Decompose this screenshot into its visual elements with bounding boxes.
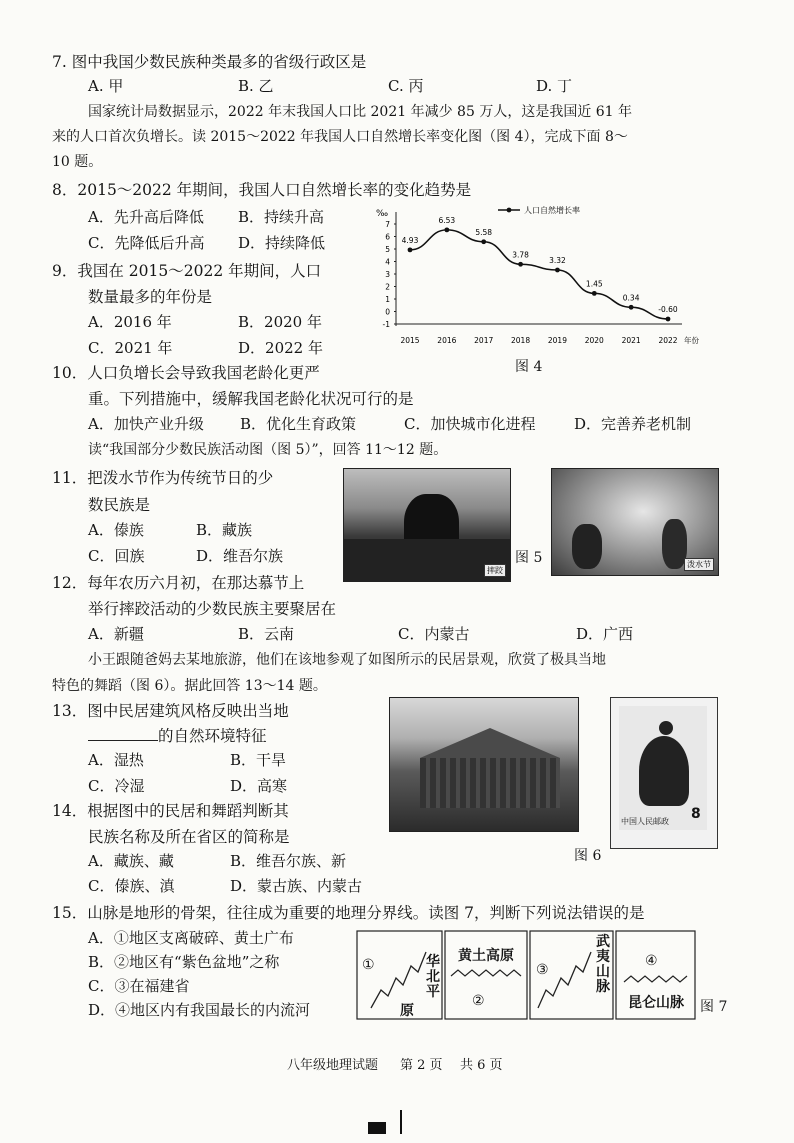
q12-option-c: C．内蒙古 [398,625,470,643]
q8-option-c: C．先降低后升高 [88,234,205,252]
intro2: 读“我国部分少数民族活动图（图 5）”，回答 11～12 题。 [88,442,448,458]
fig7-num-2: ② [472,993,485,1009]
x-tick-label: 2016 [437,336,457,345]
q15-option-b: B．②地区有“紫色盆地”之称 [88,953,280,971]
data-point [629,305,634,310]
mountain-range-3 [538,952,591,1008]
q7-option-b: B. 乙 [238,77,274,95]
x-tick-label: 2017 [474,336,494,345]
data-label: 1.45 [585,279,603,289]
fig4-caption: 图 4 [515,359,543,375]
answer-blank [88,728,158,741]
fig7-num-1: ① [362,957,375,973]
intro3-line2: 特色的舞蹈（图 6）。据此回答 13～14 题。 [52,678,327,694]
fig7-box3-char: 山 [596,964,610,980]
fig7-num-4: ④ [645,953,658,969]
q7-option-a: A. 甲 [88,77,124,95]
q11-option-a: A．傣族 [88,521,144,539]
y-axis-unit: ‰ [376,209,389,219]
q7-stem: 7. 图中我国少数民族种类最多的省级行政区是 [52,53,367,71]
stamp-text: 中国人民邮政 [621,817,669,826]
q11-line1: 11．把泼水节作为传统节日的少 [52,469,274,487]
intro1-line3: 10 题。 [52,154,103,170]
intro1-line1: 国家统计局数据显示，2022 年末我国人口比 2021 年减少 85 万人，这是我国近 61 年 [88,104,633,120]
data-label: 0.34 [622,293,640,303]
scan-mark [368,1122,386,1134]
y-tick-label: 6 [385,232,390,242]
wrestling-photo [343,468,511,582]
fig7-box1-char: 北 [426,969,440,985]
fig5-caption: 图 5 [515,550,543,566]
data-label: 5.58 [475,227,493,237]
fig7-box1-char: 华 [426,954,440,970]
q9-line1: 9．我国在 2015～2022 年期间，人口 [52,262,322,280]
q9-option-c: C．2021 年 [88,339,173,357]
x-tick-label: 2015 [400,336,420,345]
footer-total: 共 6 页 [460,1058,503,1073]
q10-line1: 10．人口负增长会导致我国老龄化更严 [52,364,320,382]
q13-option-b: B．干旱 [230,751,287,769]
water-festival-photo-label: 泼水节 [684,558,714,571]
x-tick-label: 2018 [511,336,531,345]
q11-option-d: D．维吾尔族 [196,547,284,565]
q7-option-c: C. 丙 [388,77,424,95]
q10-option-c: C．加快城市化进程 [404,415,536,433]
q14-option-a: A．藏族、藏 [88,852,174,870]
q8-option-a: A．先升高后降低 [88,208,204,226]
q9-line2: 数量最多的年份是 [88,288,213,306]
data-label: 3.78 [512,250,529,260]
intro3-line1: 小王跟随爸妈去某地旅游，他们在该地参观了如图所示的民居景观，欣赏了极具当地 [88,652,606,668]
q13-option-a: A．湿热 [88,751,144,769]
mountain-range-1 [371,952,426,1008]
y-tick-label: 7 [385,220,390,229]
q14-option-d: D．蒙古族、内蒙古 [230,877,363,895]
q12-option-d: D．广西 [576,625,634,643]
fig7-caption: 图 7 [700,999,728,1015]
footer-page: 第 2 页 [400,1058,443,1073]
fig7-box3-char: 武 [596,934,610,950]
series-line [410,227,668,319]
data-point [518,262,523,267]
q11-line2: 数民族是 [88,496,151,514]
fig7-box3-char: 脉 [596,979,610,995]
x-tick-label: 2022 [658,336,678,345]
intro1-line2: 来的人口首次负增长。读 2015～2022 年我国人口自然增长率变化图（图 4），完成下面 8～ [52,129,628,145]
q13-line2 [88,724,267,746]
q10-option-a: A．加快产业升级 [88,415,204,433]
data-point [666,317,671,322]
stamp-value: 8 [691,806,701,822]
population-growth-chart [370,200,700,355]
data-point [592,291,597,296]
fig7-box3-char: 夷 [596,949,610,965]
y-tick-label: 2 [385,282,390,292]
fig7-box1-char: 原 [400,1003,414,1019]
fig6-caption: 图 6 [574,848,602,864]
fig7-box1-char: 平 [426,984,440,1000]
wrestling-photo-label: 摔跤 [484,564,506,577]
fig7-box1-label [426,955,442,1000]
dance-stamp [610,697,718,849]
data-label: 3.32 [549,256,566,265]
y-tick-label: 1 [385,295,390,304]
data-point [408,247,413,252]
q13-line2-text: 的自然环境特征 [158,727,267,745]
y-tick-label: -1 [382,320,390,329]
q12-option-b: B．云南 [238,625,295,643]
footer-subject: 八年级地理试题 [287,1058,379,1073]
y-tick-label: 4 [385,257,390,267]
data-label: 6.53 [438,215,456,225]
q9-option-d: D．2022 年 [238,339,323,357]
q8-stem: 8．2015～2022 年期间，我国人口自然增长率的变化趋势是 [52,181,472,199]
q15-stem: 15．山脉是地形的骨架，往往成为重要的地理分界线。读图 7，判断下列说法错误的是 [52,904,645,922]
q9-option-a: A．2016 年 [88,313,172,331]
q11-option-b: B．藏族 [196,521,253,539]
y-tick-label: 0 [385,307,390,317]
legend-label: 人口自然增长率 [524,206,580,215]
q8-option-b: B．持续升高 [238,208,325,226]
q10-option-d: D．完善养老机制 [574,415,692,433]
fig7-box2-title: 黄土高原 [458,948,514,964]
q15-option-c: C．③在福建省 [88,977,190,995]
q13-option-c: C．冷湿 [88,777,145,795]
fig7-num-3: ③ [536,962,549,978]
mountain-range-2 [451,970,521,976]
data-point [481,239,486,244]
scan-line [400,1110,402,1134]
q14-line2: 民族名称及所在省区的简称是 [88,828,290,846]
q10-option-b: B．优化生育政策 [240,415,357,433]
q13-line1: 13．图中民居建筑风格反映出当地 [52,702,289,720]
x-tick-label: 2020 [584,336,604,345]
q15-option-d: D．④地区内有我国最长的内流河 [88,1001,311,1019]
data-label: 4.93 [401,235,419,245]
q14-option-c: C．傣族、滇 [88,877,175,895]
x-tick-label: 2019 [547,336,567,345]
q11-option-c: C．回族 [88,547,145,565]
mountain-range-4 [624,976,687,982]
q14-line1: 14．根据图中的民居和舞蹈判断其 [52,802,289,820]
q14-option-b: B．维吾尔族、新 [230,852,347,870]
data-point [444,227,449,232]
q8-option-d: D．持续降低 [238,234,326,252]
fig7-box4-title: 昆仑山脉 [628,995,684,1011]
q15-option-a: A．①地区支离破碎、黄土广布 [88,929,294,947]
q9-option-b: B．2020 年 [238,313,322,331]
q13-option-d: D．高寒 [230,777,288,795]
dwelling-photo [389,697,579,832]
q12-line2: 举行摔跤活动的少数民族主要聚居在 [88,600,337,618]
fig7-box3-label [596,935,612,995]
legend-marker [507,208,512,213]
q10-line2: 重。下列措施中，缓解我国老龄化状况可行的是 [88,390,414,408]
x-axis-unit: 年份 [684,336,699,345]
q12-option-a: A．新疆 [88,625,144,643]
q7-option-d: D. 丁 [536,77,573,95]
q12-line1: 12．每年农历六月初，在那达慕节上 [52,574,305,592]
water-festival-photo [551,468,719,576]
data-label: -0.60 [658,305,678,314]
y-tick-label: 5 [385,245,390,254]
data-point [555,268,560,273]
y-tick-label: 3 [385,270,390,279]
x-tick-label: 2021 [621,336,641,345]
